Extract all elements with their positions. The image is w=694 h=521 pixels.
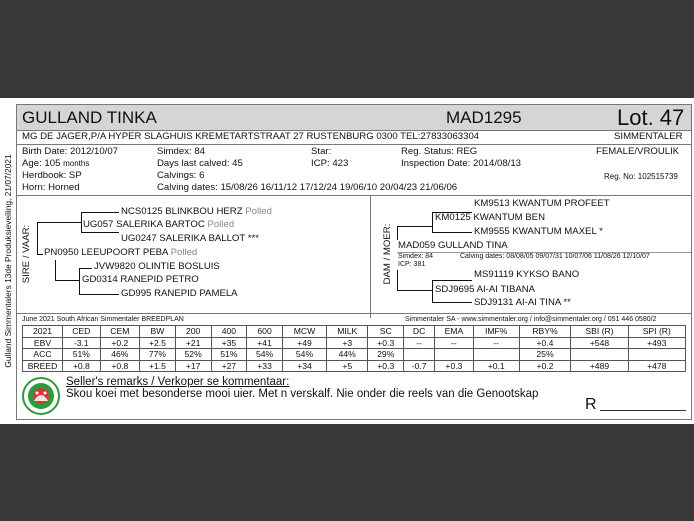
breedplan-caption: June 2021 South African Simmentaler BREEDPLAN [22, 316, 184, 323]
sire-dam-dam: GD995 RANEPID PAMELA [121, 288, 238, 299]
breedplan-cell: 46% [100, 349, 139, 361]
breedplan-cell [404, 349, 435, 361]
breedplan-cell: CED [63, 326, 101, 338]
breedplan-cell: +35 [211, 337, 247, 349]
breedplan-cell: -- [473, 337, 519, 349]
simdex: Simdex: 84 [157, 146, 205, 157]
breedplan-cell: 51% [63, 349, 101, 361]
dam-dam-dam: SDJ9131 AI-AI TINA ** [474, 297, 571, 308]
lot-number: Lot. 47 [617, 105, 685, 130]
sire-dam-sire: JVW9820 OLINTIE BOSLUIS [94, 261, 220, 272]
sire-grandsire: NCS0125 BLINKBOU HERZ Polled [121, 206, 272, 217]
inspection-date: Inspection Date: 2014/08/13 [401, 158, 522, 169]
dam-grandsire-parent: KM0125 KWANTUM BEN [435, 212, 545, 223]
breedplan-row [23, 337, 686, 349]
horn: Horn: Horned [22, 182, 80, 193]
breedplan-header-row [23, 326, 686, 338]
price-label: R [585, 396, 597, 413]
breedplan-cell: +33 [247, 360, 283, 372]
breedplan-cell: -3.1 [63, 337, 101, 349]
dam-grandsire: KM9513 KWANTUM PROFEET [474, 198, 610, 209]
breedplan-cell: 77% [140, 349, 176, 361]
breedplan-cell: +3 [327, 337, 368, 349]
days-last-calved: Days last calved: 45 [157, 158, 243, 169]
dam-dam-sire: MS91119 KYKSO BANO [474, 269, 580, 280]
reg-no: Reg. No: 102515739 [604, 172, 678, 181]
age [22, 158, 89, 170]
breedplan-cell: +0.3 [368, 360, 404, 372]
calvings: Calvings: 6 [157, 170, 205, 181]
breedplan-cell: +548 [571, 337, 628, 349]
breedplan-cell: +0.3 [435, 360, 474, 372]
breedplan-cell: 54% [282, 349, 326, 361]
breedplan-cell: +0.2 [519, 360, 571, 372]
icp: ICP: 423 [311, 158, 349, 169]
breedplan-cell: 400 [211, 326, 247, 338]
dam-calving-dates: Calving dates: 08/08/05 09/07/31 10/07/06 11/08/26 12/10/07 [460, 253, 650, 260]
breedplan-cell: 52% [175, 349, 211, 361]
remarks-text: Skou koei met besonderse mooi uier. Met n verskalf. Nie onder die reels van die Genootskap [66, 388, 539, 400]
row-label: EBV [23, 337, 63, 349]
breedplan-cell: +1.5 [140, 360, 176, 372]
dam-dam: SDJ9695 AI-AI TIBANA [435, 284, 536, 295]
breedplan-cell: MCW [282, 326, 326, 338]
breedplan-cell: +493 [628, 337, 685, 349]
breedplan-cell: +0.2 [100, 337, 139, 349]
calving-dates: Calving dates: 15/08/26 16/11/12 17/12/24 19/06/10 20/04/23 21/06/06 [157, 182, 458, 193]
breedplan-cell: +489 [571, 360, 628, 372]
dam-simdex: Simdex: 84 [398, 253, 434, 260]
breed-label: SIMMENTALER [614, 131, 683, 142]
sire-dam: GD0314 RANEPID PETRO [82, 274, 199, 285]
sex: FEMALE/VROULIK [596, 146, 680, 157]
row-label: ACC [23, 349, 63, 361]
breedplan-row [23, 349, 686, 361]
sidebar-text: Gulland Simmentalers 13de Produksieveiling, 21/07/2021 [3, 154, 13, 368]
society-contact: Simmentaler SA - www.simmentaler.org / info@simmentaler.org / 051 446 0580/2 [405, 316, 657, 323]
breedplan-cell: +0.8 [100, 360, 139, 372]
breedplan-cell: 600 [247, 326, 283, 338]
dam: MAD059 GULLAND TINA [398, 240, 508, 251]
dam-icp: ICP: 381 [398, 261, 426, 268]
sire-grandsire-parent: UG057 SALERIKA BARTOC Polled [83, 219, 235, 230]
age-value: Age: 105 [22, 158, 61, 169]
birth-date: Birth Date: 2012/10/07 [22, 146, 119, 157]
breedplan-cell: IMF% [473, 326, 519, 338]
breedplan-table [22, 325, 686, 372]
animal-name: GULLAND TINKA [22, 108, 157, 127]
breedplan-cell: +0.4 [519, 337, 571, 349]
herdbook: Herdbook: SP [22, 170, 82, 181]
breedplan-cell: 44% [327, 349, 368, 361]
breedplan-cell: +17 [175, 360, 211, 372]
remarks-title: Seller's remarks / Verkoper se kommentaar: [66, 376, 290, 388]
breedplan-cell: +41 [247, 337, 283, 349]
society-logo-icon [22, 377, 60, 415]
breedplan-cell: 51% [211, 349, 247, 361]
owner-line: MG DE JAGER,P/A HYPER SLAGHUIS KREMETARTSTRAAT 27 RUSTENBURG 0300 TEL:27833063304 [22, 131, 480, 142]
breedplan-cell: 200 [175, 326, 211, 338]
breedplan-cell: DC [404, 326, 435, 338]
animal-id: MAD1295 [446, 108, 522, 127]
breedplan-cell: BW [140, 326, 176, 338]
row-label: 2021 [23, 326, 63, 338]
breedplan-cell: CEM [100, 326, 139, 338]
age-unit: months [63, 159, 90, 168]
reg-status: Reg. Status: REG [401, 146, 478, 157]
dam-granddam: KM9555 KWANTUM MAXEL * [474, 226, 603, 237]
breedplan-cell: -- [435, 337, 474, 349]
breedplan-cell: +0.8 [63, 360, 101, 372]
breedplan-cell: +5 [327, 360, 368, 372]
breedplan-cell: +34 [282, 360, 326, 372]
breedplan-cell: SC [368, 326, 404, 338]
breedplan-row [23, 360, 686, 372]
breedplan-cell: SBI (R) [571, 326, 628, 338]
breedplan-cell [571, 349, 628, 361]
breedplan-cell: +21 [175, 337, 211, 349]
breedplan-cell: 54% [247, 349, 283, 361]
star: Star: [311, 146, 332, 157]
breedplan-cell [628, 349, 685, 361]
breedplan-cell: +2.5 [140, 337, 176, 349]
row-label: BREED [23, 360, 63, 372]
breedplan-cell: MILK [327, 326, 368, 338]
breedplan-cell: RBY% [519, 326, 571, 338]
breedplan-cell: +27 [211, 360, 247, 372]
breedplan-cell: 25% [519, 349, 571, 361]
sire-label: SIRE / VAAR: [21, 224, 32, 284]
breedplan-cell: +0.3 [368, 337, 404, 349]
breedplan-cell: EMA [435, 326, 474, 338]
sire: PN0950 LEEUPOORT PEBA Polled [44, 247, 198, 258]
sidebar-caption [1, 100, 15, 422]
breedplan-cell: SPI (R) [628, 326, 685, 338]
breedplan-cell [435, 349, 474, 361]
breedplan-cell [473, 349, 519, 361]
breedplan-cell: +49 [282, 337, 326, 349]
breedplan-cell: +0.1 [473, 360, 519, 372]
breedplan-cell: 29% [368, 349, 404, 361]
dam-label: DAM / MOER: [382, 223, 393, 285]
breedplan-cell: -0.7 [404, 360, 435, 372]
breedplan-cell: -- [404, 337, 435, 349]
breedplan-cell: +478 [628, 360, 685, 372]
sire-granddam: UG0247 SALERIKA BALLOT *** [121, 233, 259, 244]
